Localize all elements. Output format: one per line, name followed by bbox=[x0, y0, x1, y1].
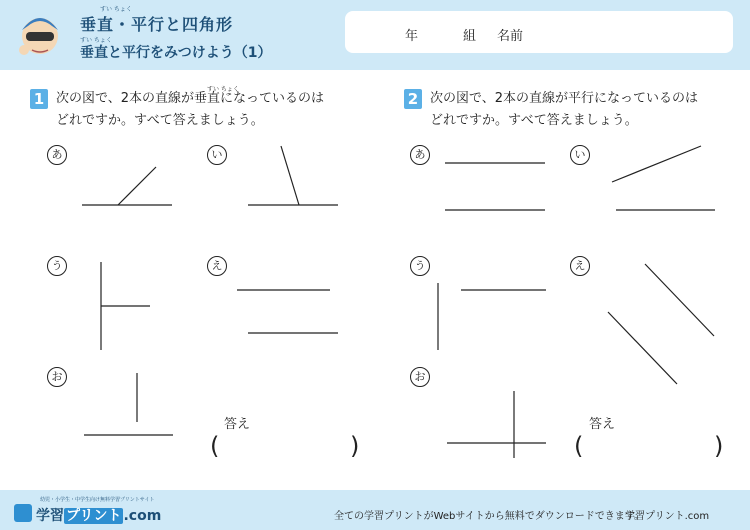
site-logo-icon bbox=[14, 504, 32, 522]
question-1-ruby: すい ちょく bbox=[207, 86, 239, 93]
q1-label-i: い bbox=[207, 145, 227, 165]
q1-paren-open: ( bbox=[210, 432, 220, 460]
site-logo[interactable] bbox=[36, 505, 161, 525]
question-2-line-2: どれですか。すべて答えましょう。 bbox=[430, 113, 638, 128]
q2-paren-open: ( bbox=[574, 432, 584, 460]
title-ruby: すい ちょく bbox=[100, 6, 132, 13]
q2-label-a: あ bbox=[410, 145, 430, 165]
q2-fig-e-line-1 bbox=[645, 264, 714, 336]
footer-notice: 全ての学習プリントがWebサイトから無料でダウンロードできます。 bbox=[334, 511, 644, 522]
question-2-line-1: 次の図で、2本の直線が平行になっているのは bbox=[430, 91, 699, 106]
page-title: 垂直・平行と四角形 bbox=[80, 15, 234, 34]
year-label: 年 bbox=[405, 29, 419, 44]
q2-label-o: お bbox=[410, 367, 430, 387]
question-1-line-2: どれですか。すべて答えましょう。 bbox=[56, 113, 264, 128]
logo-part-2: プリント bbox=[66, 508, 122, 524]
question-2-number: 2 bbox=[404, 89, 422, 109]
footer-tagline: 幼児・小学生・中学生向け無料学習プリントサイト bbox=[40, 497, 155, 503]
question-1-line-1: 次の図で、2本の直線が垂直になっているのは bbox=[56, 91, 325, 106]
name-label: 名前 bbox=[497, 29, 524, 44]
q2-fig-e-line-2 bbox=[608, 312, 677, 384]
q1-fig-a-line-2 bbox=[118, 167, 156, 205]
q2-label-u: う bbox=[410, 256, 430, 276]
q2-paren-close[interactable]: ) bbox=[714, 432, 724, 460]
q1-answer-label: 答え bbox=[224, 417, 251, 432]
class-label: 組 bbox=[463, 29, 477, 44]
question-1-number: 1 bbox=[30, 89, 48, 109]
logo-part-3: .com bbox=[123, 508, 162, 524]
q1-label-a: あ bbox=[47, 145, 67, 165]
logo-part-1: 学習 bbox=[36, 508, 64, 524]
q1-label-o: お bbox=[47, 367, 67, 387]
footer-url-link[interactable]: 学習プリント.com bbox=[625, 511, 710, 522]
q2-label-e: え bbox=[570, 256, 590, 276]
q1-fig-i-line-2 bbox=[281, 146, 299, 205]
q2-answer-label: 答え bbox=[589, 417, 616, 432]
q2-label-i: い bbox=[570, 145, 590, 165]
q1-label-e: え bbox=[207, 256, 227, 276]
page-subtitle: 垂直と平行をみつけよう（1） bbox=[80, 45, 272, 61]
q1-paren-close[interactable]: ) bbox=[350, 432, 360, 460]
q2-fig-i-line-1 bbox=[612, 146, 701, 182]
q1-label-u: う bbox=[47, 256, 67, 276]
subtitle-ruby: すい ちょく bbox=[80, 37, 112, 44]
